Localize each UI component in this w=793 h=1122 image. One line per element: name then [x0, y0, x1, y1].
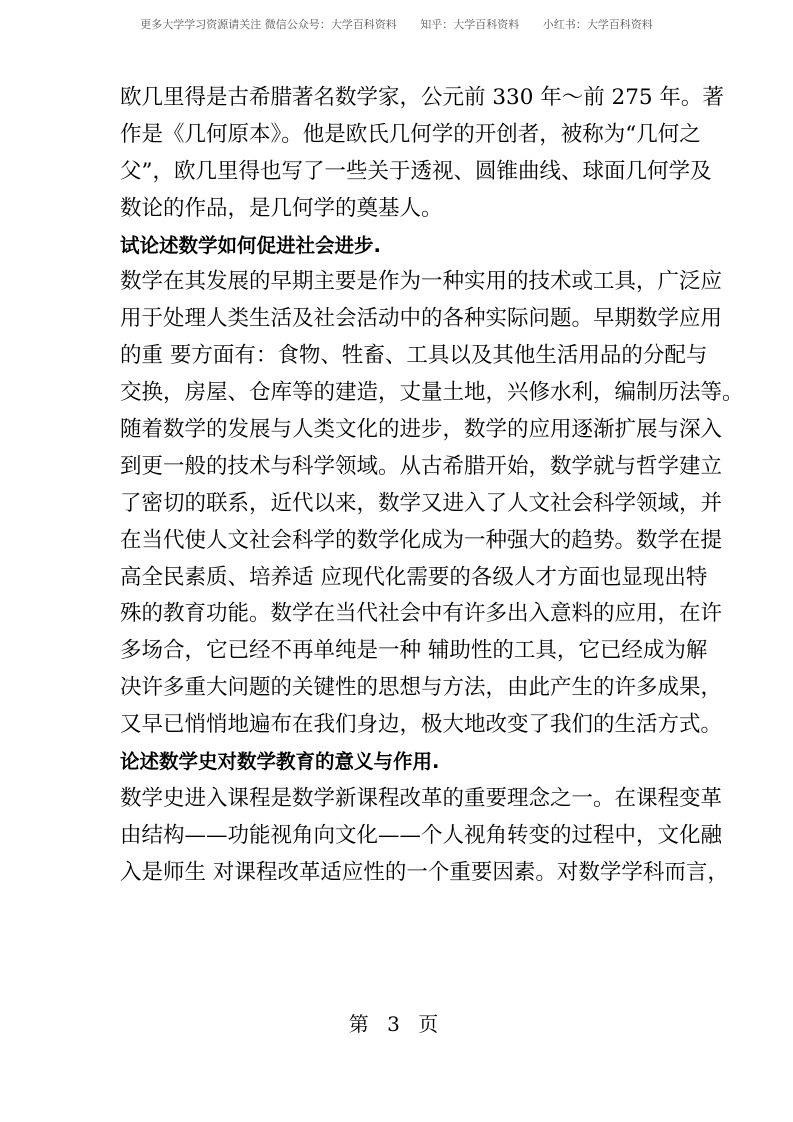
text-line: 入是师生 对课程改革适应性的一个重要因素。对数学学科而言， [120, 859, 729, 885]
text-line: 用于处理人类生活及社会活动中的各种实际问题。早期数学应用 [120, 306, 723, 332]
text-line: 数论的作品，是几何学的奠基人。 [120, 195, 443, 221]
header-xiaohongshu-note: 小红书：大学百科资料 [542, 18, 653, 31]
text-line: 在当代使人文社会科学的数学化成为一种强大的趋势。数学在提 [120, 527, 723, 553]
text-line: 由结构——功能视角向文化——个人视角转变的过程中，文化融 [120, 822, 723, 848]
document-body [120, 80, 744, 892]
text-line: 交换，房屋、仓库等的建造，丈量土地，兴修水利，编制历法等。 [120, 380, 744, 406]
text-line: 的重 要方面有：食物、牲畜、工具以及其他生活用品的分配与 [120, 343, 708, 369]
text-line: 多场合，它已经不再单纯是一种 辅助性的工具，它已经成为解 [120, 638, 708, 664]
text-line: 到更一般的技术与科学领域。从古希腊开始，数学就与哲学建立 [120, 453, 723, 479]
text-line: 欧几里得是古希腊著名数学家，公元前 330 年～前 275 年。著 [120, 85, 724, 110]
text-line: 决许多重大问题的关键性的思想与方法，由此产生的许多成果， [120, 675, 723, 701]
header-wechat-note: 更多大学学习资源请关注 微信公众号：大学百科资料 [140, 18, 397, 31]
text-line: 数学在其发展的早期主要是作为一种实用的技术或工具，广泛应 [120, 269, 723, 295]
paragraph-euclid [120, 80, 724, 228]
section-heading-social-progress: 试论述数学如何促进社会进步. [120, 233, 381, 257]
text-line: 父”，欧几里得也写了一些关于透视、圆锥曲线、球面几何学及 [120, 158, 712, 184]
text-line: 殊的教育功能。数学在当代社会中有许多出入意料的应用，在许 [120, 601, 723, 627]
header-zhihu-note: 知乎：大学百科资料 [420, 18, 520, 31]
page-number: 第 3 页 [348, 1012, 445, 1036]
text-line: 高全民素质、培养适 应现代化需要的各级人才方面也显现出特 [120, 564, 708, 590]
text-line: 作是《几何原本》。他是欧氏几何学的开创者，被称为“几何之 [120, 121, 701, 147]
text-line: 了密切的联系，近代以来，数学又进入了人文社会科学领域，并 [120, 490, 723, 516]
paragraph-math-history [120, 781, 729, 892]
text-line: 随着数学的发展与人类文化的进步，数学的应用逐渐扩展与深入 [120, 417, 723, 443]
paragraph-social-progress [120, 264, 744, 744]
text-line: 又早已悄悄地遍布在我们身边，极大地改变了我们的生活方式。 [120, 712, 723, 738]
section-heading-math-history: 论述数学史对数学教育的意义与作用. [120, 750, 440, 774]
text-line: 数学史进入课程是数学新课程改革的重要理念之一。在课程变革 [120, 785, 723, 811]
page-header [0, 16, 793, 32]
